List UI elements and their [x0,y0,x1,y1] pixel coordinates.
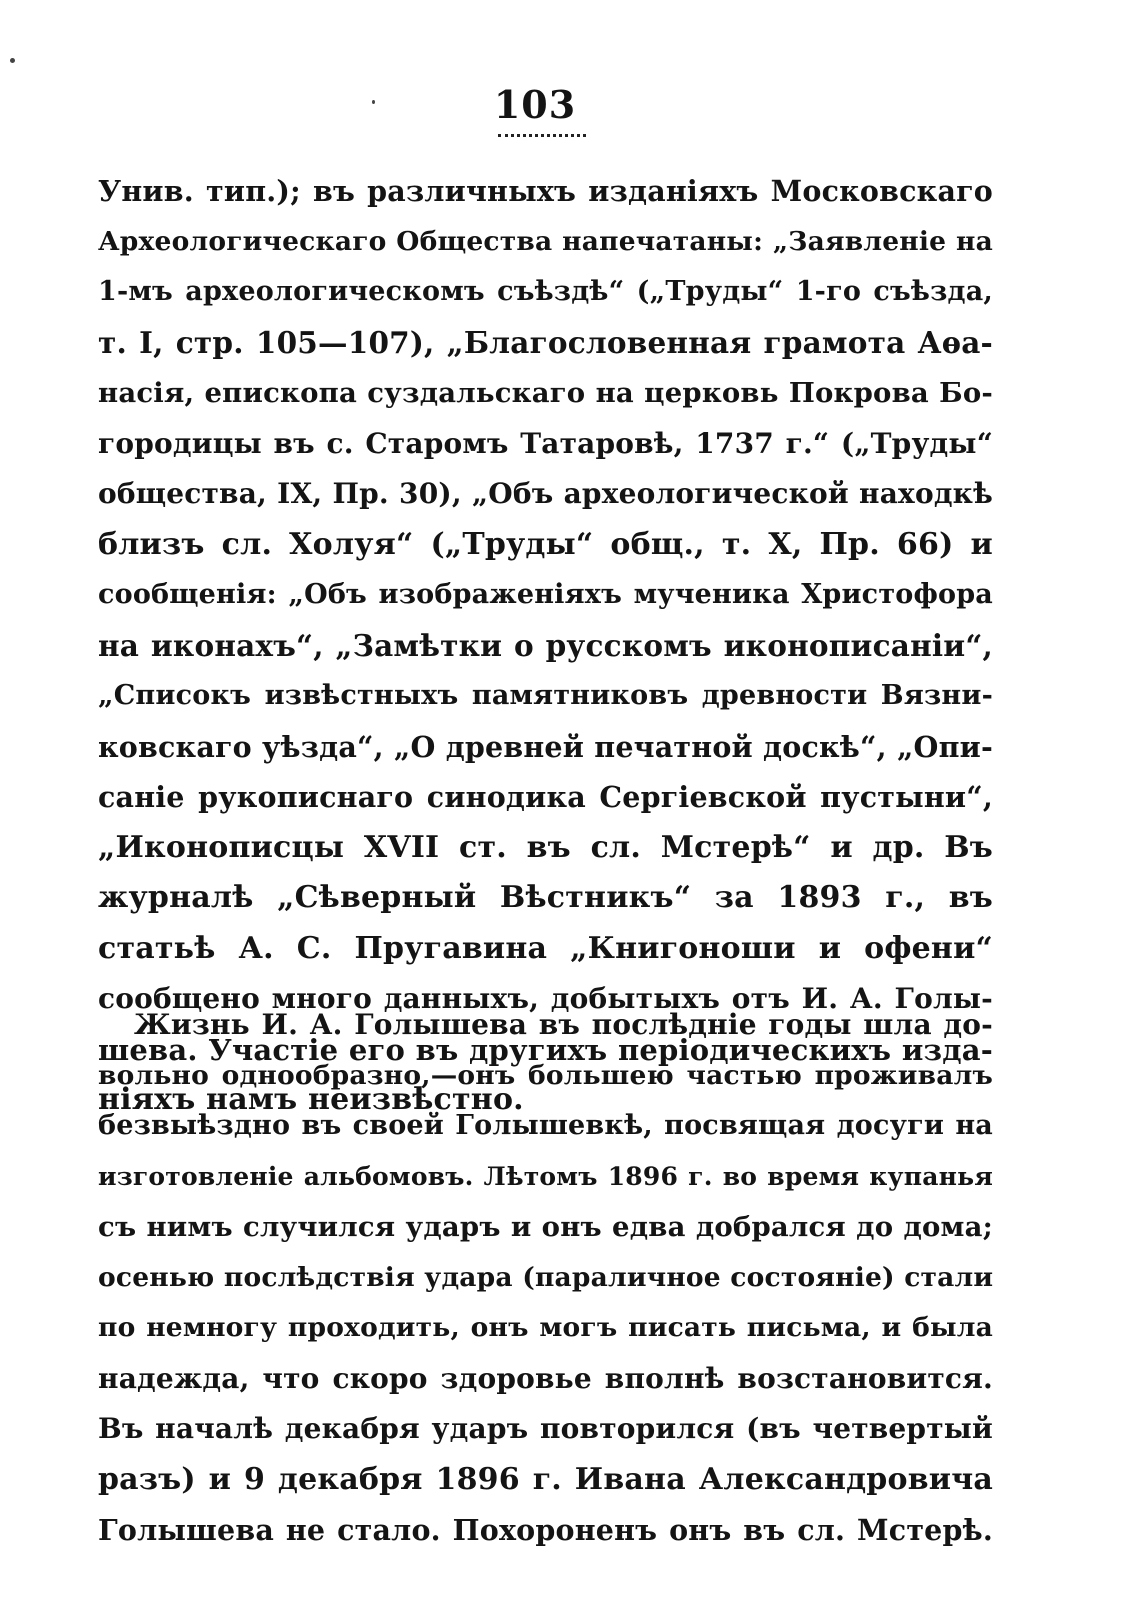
text-line: шева. Участіе его въ другихъ періодическихъ изда- [98,1032,993,1067]
text-line: Археологическаго Общества напечатаны: „Заявленіе на [98,225,993,257]
text-line: городицы въ с. Старомъ Татаровѣ, 1737 г.“ („Труды“ [98,426,993,460]
text-line: Голышева не стало. Похороненъ онъ въ сл. Мстерѣ. [98,1513,993,1547]
text-line: „Списокъ извѣстныхъ памятниковъ древности Вязни- [98,680,993,711]
text-line: надежда, что скоро здоровье вполнѣ возстановится. [98,1361,993,1395]
text-line: на иконахъ“, „Замѣтки о русскомъ иконописаніи“, [98,627,993,663]
text-line: разъ) и 9 декабря 1896 г. Ивана Александровича [98,1461,993,1497]
paragraph-1 [98,166,993,1126]
text-line: „Иконописцы XVII ст. въ сл. Мстерѣ“ и др. Въ [98,829,993,865]
text-line: статьѣ А. С. Пругавина „Книгоноши и офени“ [98,930,993,966]
text-line: вольно однообразно,—онъ большею частью проживалъ [98,1059,993,1091]
text-line: ковскаго уѣзда“, „О древней печатной доскѣ“, „Опи- [98,729,993,764]
page-number: 103 [493,82,577,127]
text-line: сообщено много данныхъ, добытыхъ отъ И. А. Голы- [98,982,993,1015]
page-number-rule [498,134,586,137]
text-line: по немногу проходить, онъ могъ писать письма, и была [98,1312,993,1343]
text-line: саніе рукописнаго синодика Сергіевской пустыни“, [98,780,993,814]
text-line: Унив. тип.); въ различныхъ изданіяхъ Московскаго [98,174,993,208]
text-line: осенью послѣдствія удара (параличное состояніе) стали [98,1261,994,1293]
text-line: ніяхъ намъ неизвѣстно. [98,1082,524,1117]
text-line: Въ началѣ декабря ударъ повторился (въ четвертый [98,1412,993,1445]
text-line: общества, IX, Пр. 30), „Объ археологической находкѣ [98,477,993,510]
text-line: т. I, стр. 105—107), „Благословенная грамота Аѳа- [98,324,993,360]
text-line: изготовленіе альбомовъ. Лѣтомъ 1896 г. во время купанья [98,1161,993,1191]
text-line: насія, епископа суздальскаго на церковь Покрова Бо- [98,377,993,409]
text-line: съ нимъ случился ударъ и онъ едва добрался до дома; [98,1211,993,1243]
text-line: близъ сл. Холуя“ („Труды“ общ., т. X, Пр. 66) и [98,526,993,562]
scan-speck [10,58,15,63]
text-line: Жизнь И. А. Голышева въ послѣдніе годы шла до- [134,1008,993,1041]
text-line: безвыѣздно въ своей Голышевкѣ, посвящая досуги на [98,1110,993,1141]
text-line: сообщенія: „Объ изображеніяхъ мученика Христофора [98,579,993,610]
text-line: 1-мъ археологическомъ съѣздѣ“ („Труды“ 1-го съѣзда, [98,276,993,307]
paragraph-2 [98,1000,993,1556]
text-line: журналѣ „Сѣверный Вѣстникъ“ за 1893 г., въ [98,880,993,915]
